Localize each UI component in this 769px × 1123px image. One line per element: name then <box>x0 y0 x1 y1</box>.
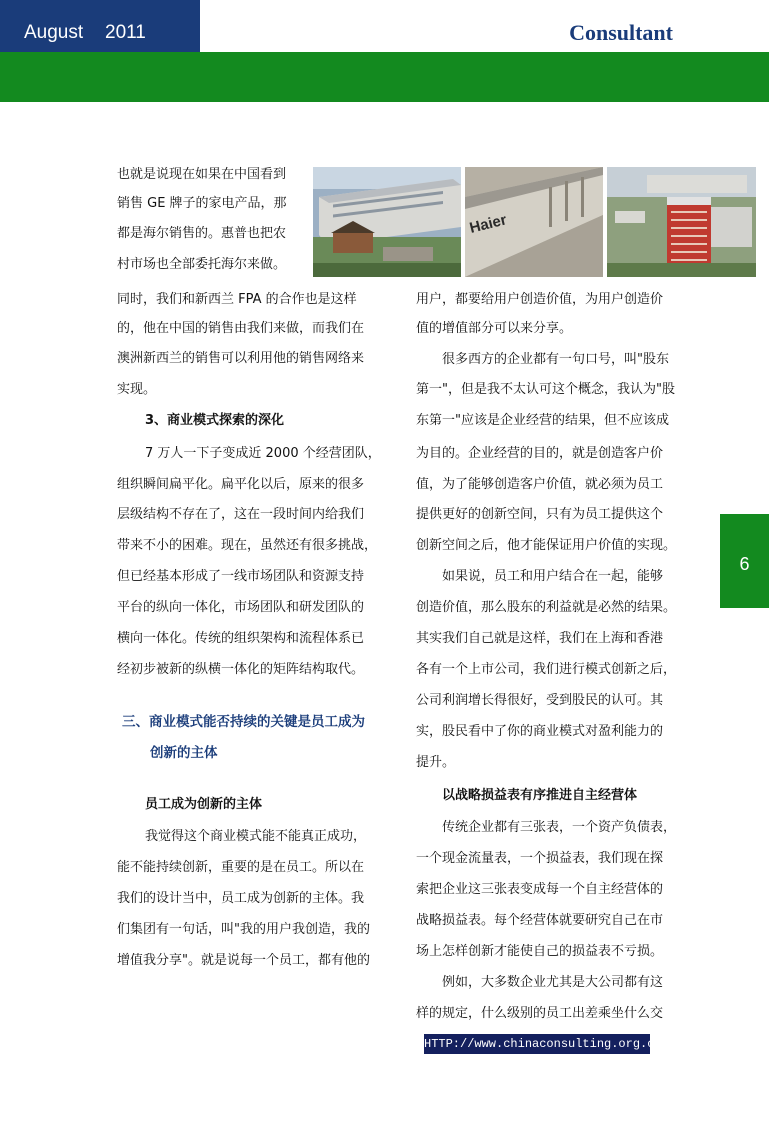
left-line: 我觉得这个商业模式能不能真正成功， <box>145 829 367 844</box>
page-number-tab <box>720 514 769 608</box>
right-line: 场上怎样创新才能使自己的损益表不亏损。 <box>416 944 664 959</box>
left-line: 带来不小的困难。现在，虽然还有很多挑战， <box>117 538 378 553</box>
left-line: 的，他在中国的销售由我们来做，而我们在 <box>117 321 365 336</box>
factory-photo-3 <box>607 167 756 277</box>
left-line: 澳洲新西兰的销售可以利用他的销售网络来 <box>117 351 365 366</box>
left-line: 但已经基本形成了一线市场团队和资源支持 <box>117 569 365 584</box>
left-line: 都是海尔销售的。惠普也把农 <box>117 226 287 241</box>
date-banner <box>0 0 200 52</box>
right-line: 提供更好的创新空间，只有为员工提供这个 <box>416 507 664 522</box>
right-line: 战略损益表。每个经营体就要研究自己在市 <box>416 913 664 928</box>
right-line: 实，股民看中了你的商业模式对盈利能力的 <box>416 724 664 739</box>
right-line: 为目的。企业经营的目的，就是创造客户价 <box>416 446 664 461</box>
right-line: 很多西方的企业都有一句口号，叫"股东 <box>442 352 669 367</box>
right-line: 创造价值，那么股东的利益就是必然的结果。 <box>416 600 677 615</box>
left-line: 也就是说现在如果在中国看到 <box>117 167 287 182</box>
right-line: 用户，都要给用户创造价值，为用户创造价 <box>416 292 664 307</box>
right-line: 传统企业都有三张表，一个资产负债表， <box>442 820 677 835</box>
page-number: 6 <box>739 554 750 574</box>
section-heading: 三、商业模式能否持续的关键是员工成为 <box>122 714 365 730</box>
right-line: 公司利润增长得很好，受到股民的认可。其 <box>416 693 664 708</box>
building-sign: Haier <box>467 211 509 237</box>
right-line: 例如，大多数企业尤其是大公司都有这 <box>442 975 664 990</box>
right-line: 第一"，但是我不太认可这个概念，我认为"股 <box>416 382 675 397</box>
left-line: 村市场也全部委托海尔来做。 <box>117 257 287 272</box>
factory-photos <box>313 167 756 277</box>
left-line: 经初步被新的纵横一体化的矩阵结构取代。 <box>117 662 365 677</box>
right-line: 东第一"应该是企业经营的结果，但不应该成 <box>416 413 669 428</box>
left-line: 横向一体化。传统的组织架构和流程体系已 <box>117 631 365 646</box>
right-line: 样的规定，什么级别的员工出差乘坐什么交 <box>416 1006 664 1021</box>
left-line: 7 万人一下子变成近 2000 个经营团队， <box>145 446 381 461</box>
left-line: 层级结构不存在了，这在一段时间内给我们 <box>117 507 365 522</box>
left-line: 平台的纵向一体化，市场团队和研发团队的 <box>117 600 365 615</box>
left-line: 同时，我们和新西兰 FPA 的合作也是这样 <box>117 292 357 307</box>
magazine-title: Consultant <box>569 20 673 45</box>
right-line: 其实我们自己就是这样，我们在上海和香港 <box>416 631 664 646</box>
factory-photo-1 <box>313 167 461 277</box>
factory-photo-2 <box>465 167 603 277</box>
left-line: 增值我分享"。就是说每一个员工，都有他的 <box>117 953 370 968</box>
left-line: 们集团有一句话，叫"我的用户我创造，我的 <box>117 922 370 937</box>
left-line: 能不能持续创新，重要的是在员工。所以在 <box>117 860 365 875</box>
header-green-bar <box>0 52 769 102</box>
section-heading-cont: 创新的主体 <box>150 745 218 761</box>
section-subheading: 3、商业模式探索的深化 <box>145 413 285 428</box>
header-month: August <box>24 22 84 43</box>
header-year: 2011 <box>105 22 146 43</box>
right-line: 索把企业这三张表变成每一个自主经营体的 <box>416 882 664 897</box>
left-line: 我们的设计当中，员工成为创新的主体。我 <box>117 891 365 906</box>
left-line: 销售 GE 牌子的家电产品，那 <box>117 196 287 211</box>
left-line: 实现。 <box>117 382 157 397</box>
left-line: 组织瞬间扁平化。扁平化以后，原来的很多 <box>117 477 365 492</box>
right-line: 值，为了能够创造客户价值，就必须为员工 <box>416 477 664 492</box>
right-line: 值的增值部分可以来分享。 <box>416 321 573 336</box>
right-line: 一个现金流量表，一个损益表，我们现在探 <box>416 851 664 866</box>
section-subheading: 员工成为创新的主体 <box>145 797 263 812</box>
right-line: 提升。 <box>416 755 456 770</box>
right-line: 各有一个上市公司，我们进行模式创新之后， <box>416 662 677 677</box>
right-line: 创新空间之后，他才能保证用户价值的实现。 <box>416 538 677 553</box>
section-subheading: 以战略损益表有序推进自主经营体 <box>442 788 638 803</box>
website-link[interactable]: HTTP://www.chinaconsulting.org.cn <box>424 1034 650 1054</box>
right-line: 如果说，员工和用户结合在一起，能够 <box>442 569 664 584</box>
